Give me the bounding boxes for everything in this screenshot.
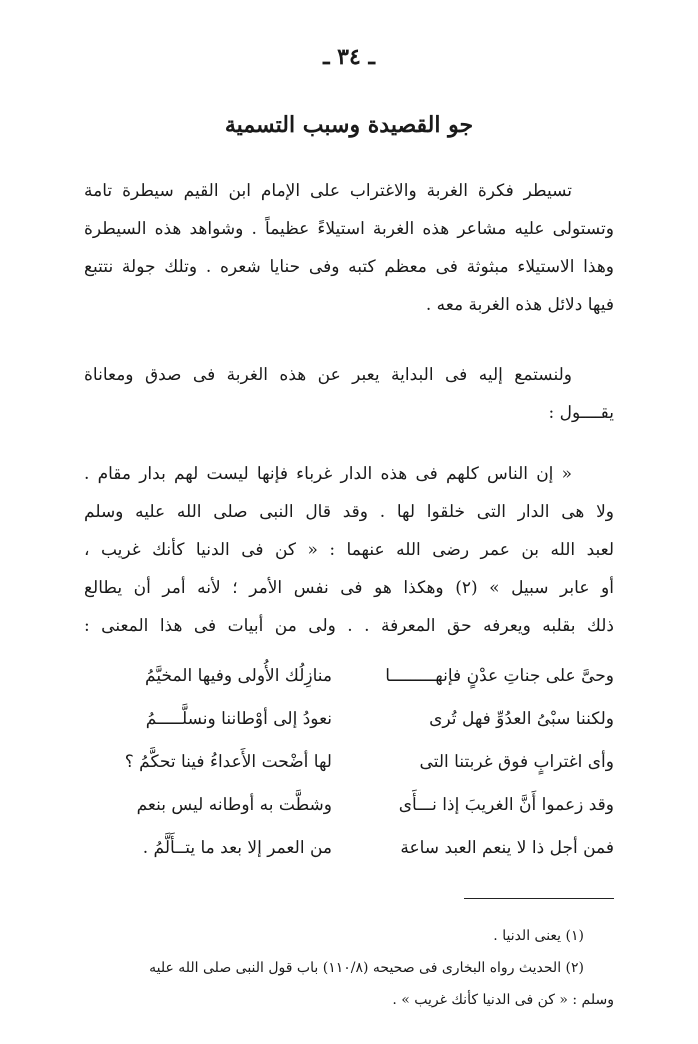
section-title: جو القصيدة وسبب التسمية [224, 112, 474, 138]
verse-first-hemistich: وأى اغترابٍ فوق غربتنا التى [419, 752, 614, 772]
verse-first-hemistich: وحىَّ على جناتِ عدْنٍ فإنهـــــــــا [385, 666, 614, 686]
paragraph-line: لعبد الله بن عمر رضى الله عنهما : « كن فى الدنيا كأنك غريب ، [84, 540, 614, 560]
footnote-2: (٢) الحديث رواه البخارى فى صحيحه (١١٠/٨) باب قول النبى صلى الله عليه [149, 960, 584, 976]
footnote-divider [464, 898, 614, 899]
paragraph-line: ذلك بقلبه ويعرفه حق المعرفة . . ولى من أبيات فى هذا المعنى : [84, 616, 614, 636]
verse-second-hemistich: من العمر إلا بعد ما يتــأَلَّمُ . [142, 838, 332, 858]
page-number: ـ ٣٤ ـ [323, 44, 375, 70]
paragraph-line: ولنستمع إليه فى البداية يعبر عن هذه الغربة فى صدق ومعاناة [84, 365, 572, 385]
poem-verse [84, 752, 614, 795]
paragraph-line: وتستولى عليه مشاعر هذه الغربة استيلاءً عظيماً . وشواهد هذه السيطرة [84, 219, 614, 239]
poem-verse [84, 666, 614, 709]
paragraph-line: وهذا الاستيلاء مبثوثة فى معظم كتبه وفى حنايا شعره . وتلك جولة نتتبع [84, 257, 614, 277]
footnote-2-continued: وسلم : « كن فى الدنيا كأنك غريب » . [392, 992, 614, 1008]
verse-second-hemistich: لها أضْحت الأَعداءُ فينا تحكَّمُ ؟ [124, 752, 332, 772]
paragraph-2 [84, 356, 614, 432]
paragraph-1 [84, 172, 614, 324]
paragraph-line: أو عابر سبيل » (٢) وهكذا هو فى نفس الأمر ؛ لأنه أمر أن يطالع [84, 578, 614, 598]
verse-second-hemistich: منازِلُك الأُولى وفيها المخيَّمُ [145, 666, 332, 686]
paragraph-line: فيها دلائل هذه الغربة معه . [425, 295, 614, 315]
verse-second-hemistich: نعودُ إلى أوْطاننا ونسلَّـــــمُ [145, 709, 332, 729]
verse-first-hemistich: ولكننا سبْىُ العدُوِّ فهل تُرى [429, 709, 614, 729]
footnote-1: (١) يعنى الدنيا . [493, 928, 584, 944]
paragraph-line: ولا هى الدار التى خلقوا لها . وقد قال النبى صلى الله عليه وسلم [84, 502, 614, 522]
footnotes [74, 920, 614, 1016]
verse-first-hemistich: فمن أجل ذا لا ينعم العبد ساعة [400, 838, 614, 858]
poem-verse [84, 795, 614, 838]
verse-first-hemistich: وقد زعموا أَنَّ الغريبَ إذا نـــأَى [398, 795, 614, 815]
poem [84, 666, 614, 881]
verse-second-hemistich: وشطَّت به أوطانه ليس بنعم [136, 795, 332, 815]
paragraph-line: يقــــول : [548, 403, 614, 423]
poem-verse [84, 838, 614, 881]
quotation-paragraph [84, 455, 614, 645]
paragraph-line: « إن الناس كلهم فى هذه الدار غرباء فإنها ليست لهم بدار مقام . [84, 464, 572, 484]
paragraph-line: تسيطر فكرة الغربة والاغتراب على الإمام ابن القيم سيطرة تامة [84, 181, 572, 201]
poem-verse [84, 709, 614, 752]
